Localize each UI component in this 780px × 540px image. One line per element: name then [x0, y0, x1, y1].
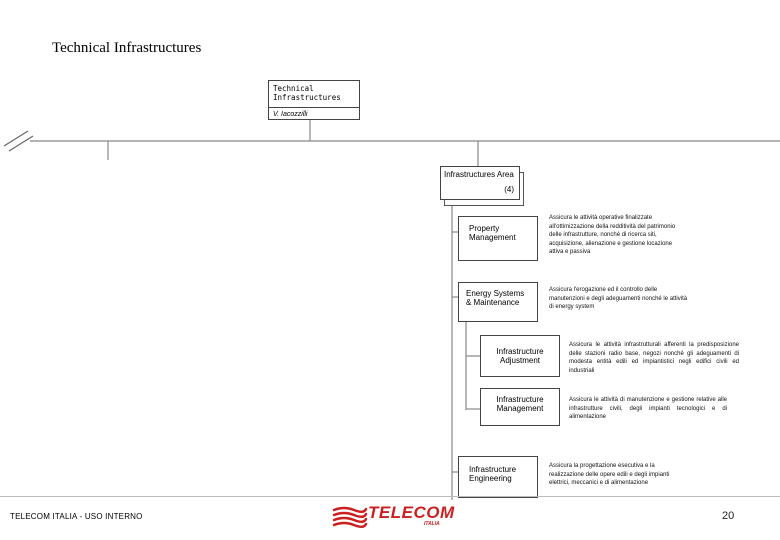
page-number: 20: [722, 510, 735, 522]
root-title-box: [268, 80, 360, 108]
footer-label: TELECOM ITALIA - USO INTERNO: [10, 512, 143, 521]
telecom-logo-text: TELECOM: [368, 503, 455, 522]
unit-label: Infrastructure Management: [496, 395, 544, 413]
unit-label: Infrastructure Adjustment: [496, 347, 544, 365]
area-count: (4): [504, 185, 514, 194]
unit-label: Energy Systems & Maintenance: [466, 289, 525, 307]
area-title: Infrastructures Area: [444, 170, 514, 179]
telecom-wave-logo-icon: [332, 505, 368, 529]
area-box: [440, 166, 520, 200]
unit-description-property-management: Assicura le attività operative finalizzate all'ottimizzazione della redditività del patrimonio delle infrastrutture, nonché di ricerca siti, acquisizione, alienazione e gestione locazione attiva e passiva: [549, 215, 676, 255]
unit-description-infrastructure-engineering: Assicura la progettazione esecutiva e la realizzazione delle opere edili e degli impianti elettrici, meccanici e di alimentazione: [549, 463, 670, 486]
unit-description-energy-systems-maintenance: Assicura l'erogazione ed il controllo delle manutenzioni e degli adeguamenti nonché le attività di energy system: [549, 287, 688, 310]
telecom-logo-subtext: ITALIA: [424, 521, 440, 527]
footer-divider: [0, 496, 780, 497]
unit-box-infrastructure-engineering: [458, 456, 538, 498]
root-manager: V. Iacozzilli: [273, 111, 308, 118]
root-title: Technical Infrastructures: [273, 84, 341, 102]
unit-description-infrastructure-management: Assicura le attività di manutenzione e gestione relative alle infrastrutture civili, degli impianti tecnologici e di alimentazione: [569, 397, 727, 420]
unit-box-infrastructure-management: [480, 388, 560, 426]
unit-box-property-management: [458, 216, 538, 261]
unit-box-energy-systems-maintenance: [458, 282, 538, 322]
unit-label: Infrastructure Engineering: [469, 465, 517, 483]
unit-label: Property Management: [469, 224, 516, 242]
unit-box-infrastructure-adjustment: [480, 335, 560, 377]
page-title: Technical Infrastructures: [52, 40, 202, 56]
root-manager-box: [268, 107, 360, 120]
unit-description-infrastructure-adjustment: Assicura le attività infrastrutturali afferenti la predisposizione delle stazioni radio base, negozi nonché gli adeguamenti di modesta entità edili ed impiantistici negli edifici civili ed industriali: [569, 342, 739, 374]
break-mark: [4, 131, 33, 151]
